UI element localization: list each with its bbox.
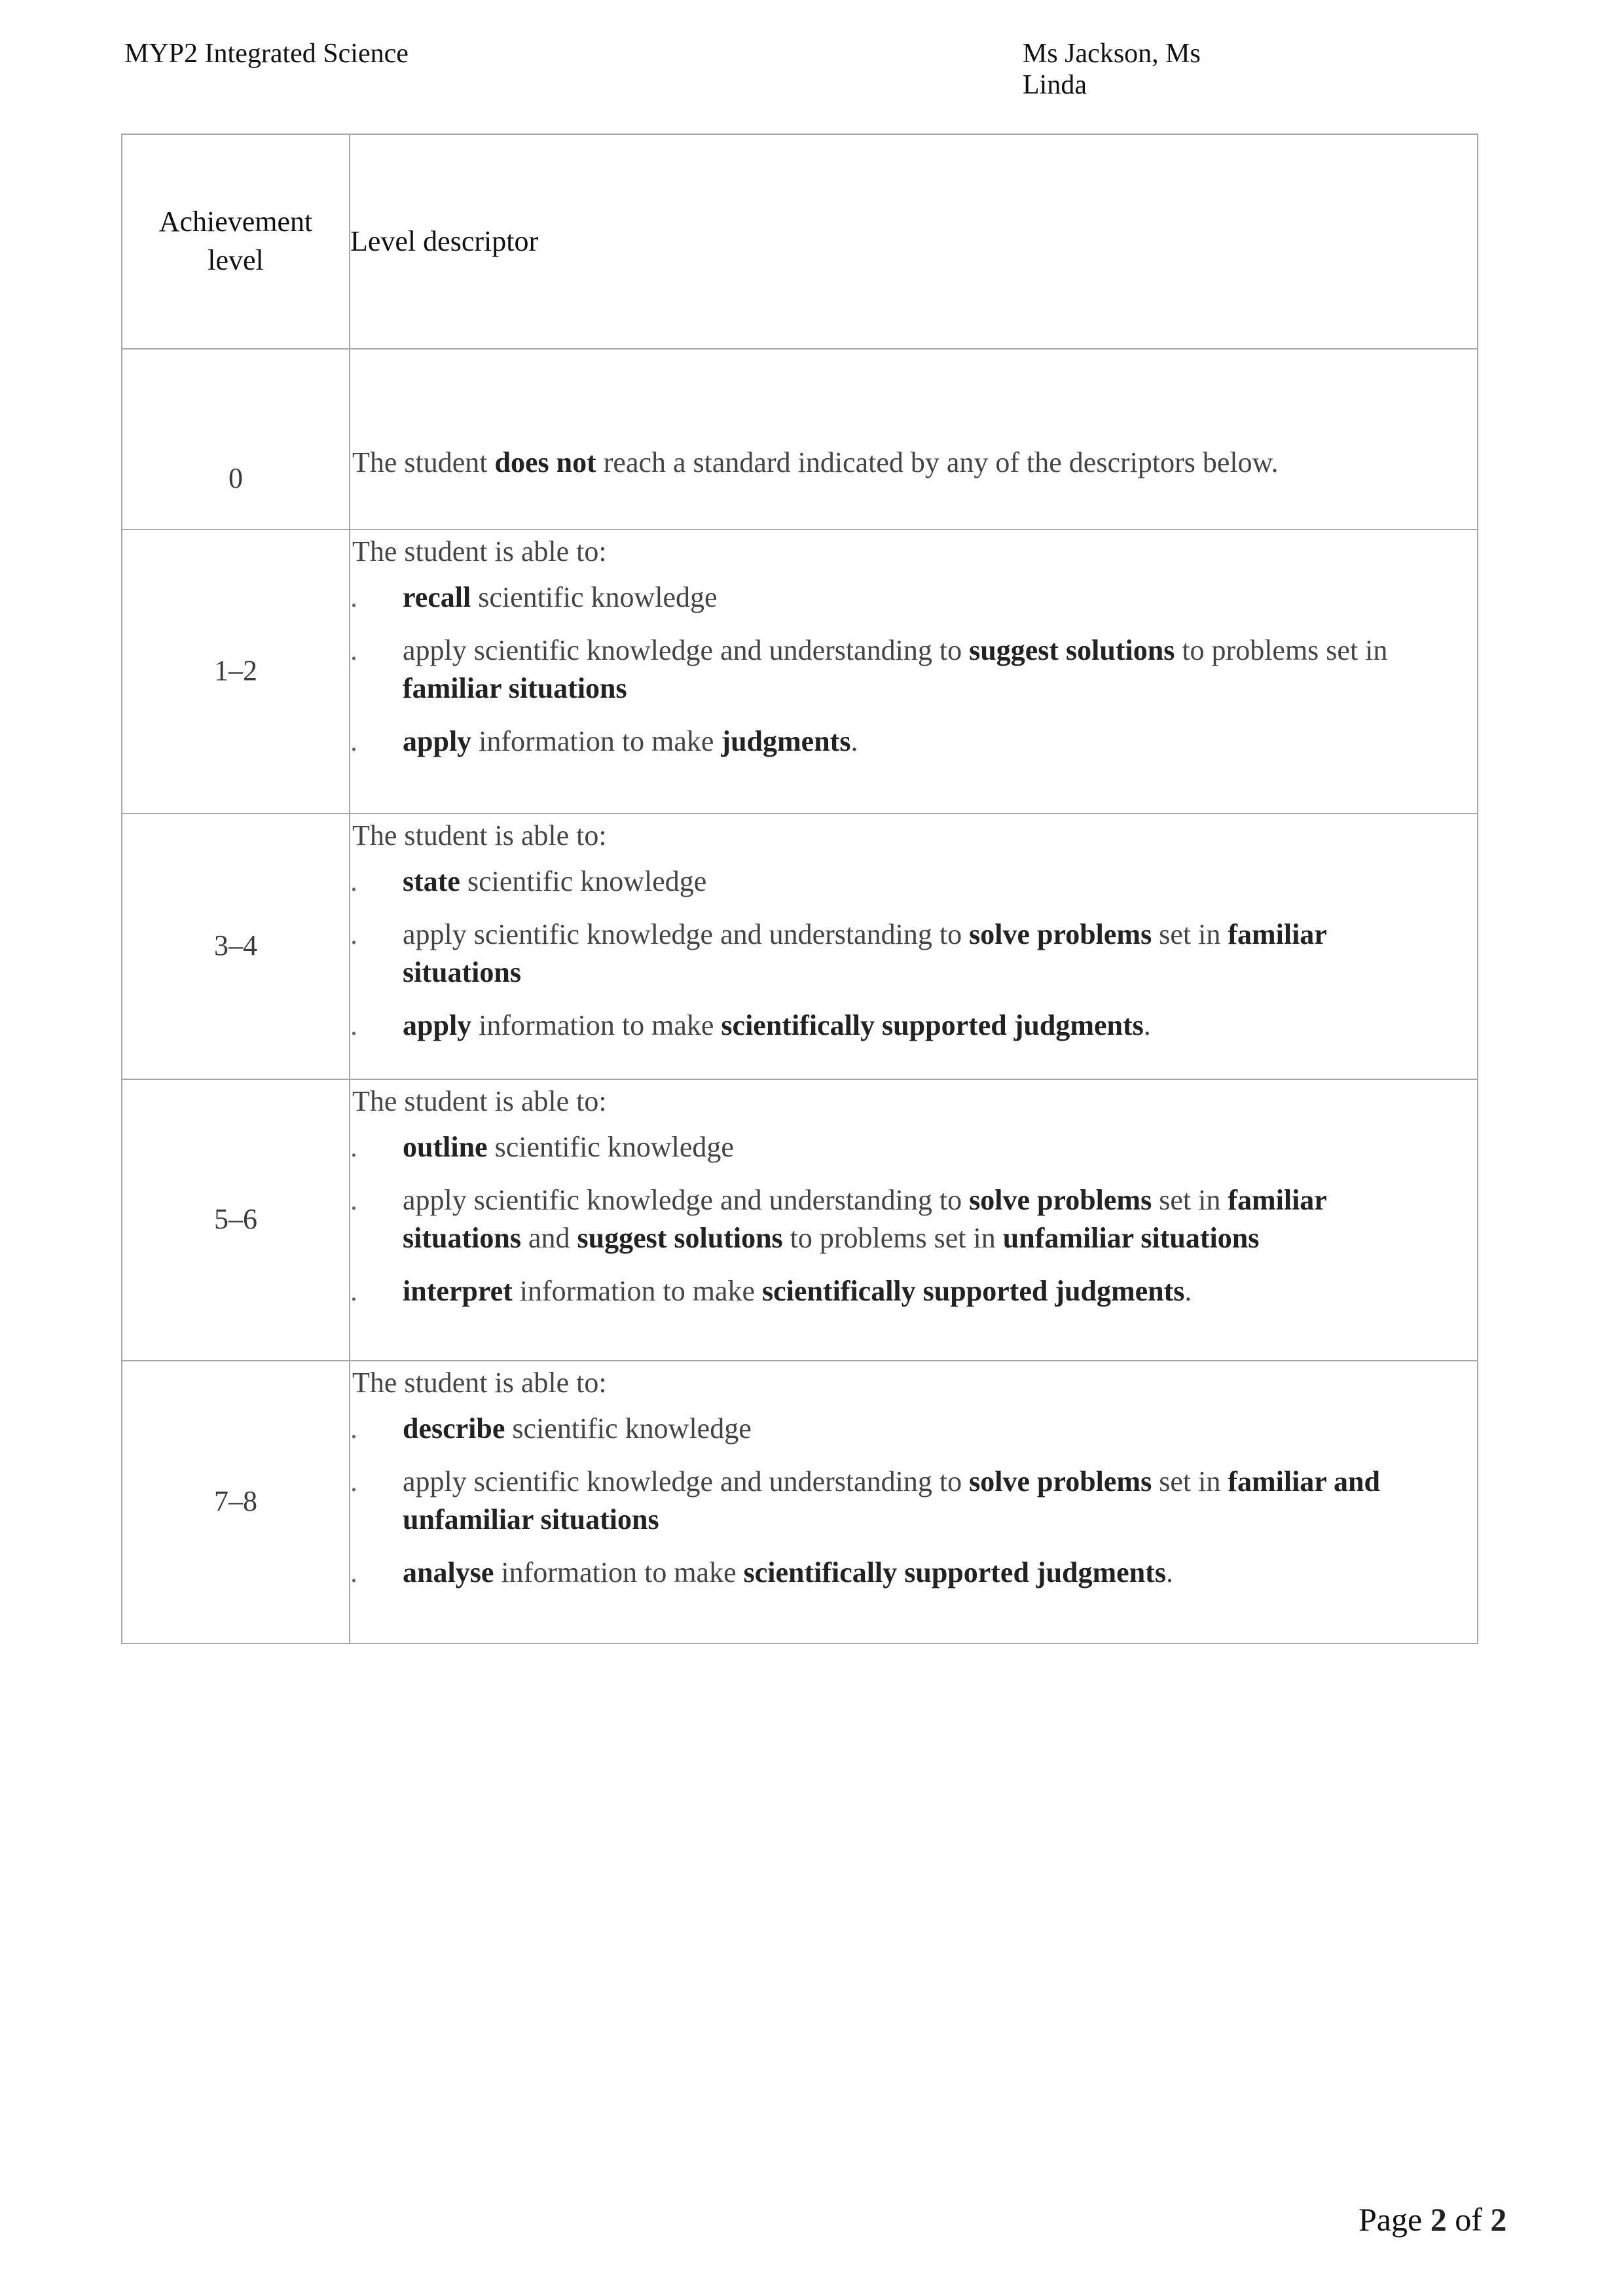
list-item: . apply scientific knowledge and understanding to solve problems set in familiar and unfamiliar situations	[350, 1463, 1477, 1539]
header-course-title: MYP2 Integrated Science	[124, 39, 409, 69]
level-value: 1–2	[214, 655, 257, 687]
descriptor-list	[350, 863, 1477, 1045]
bullet-marker: .	[350, 1274, 357, 1307]
rubric-table	[121, 134, 1478, 1644]
page-number-prefix: Page	[1359, 2201, 1431, 2238]
level-cell	[122, 1079, 350, 1361]
list-item: . interpret information to make scientifically supported judgments.	[350, 1272, 1477, 1311]
list-item: . apply information to make scientifically supported judgments.	[350, 1007, 1477, 1045]
descriptor-list	[350, 1410, 1477, 1592]
descriptor-intro: The student is able to:	[352, 535, 607, 567]
descriptor-list	[350, 579, 1477, 761]
list-item: . apply scientific knowledge and understanding to suggest solutions to problems set in familiar situations	[350, 632, 1477, 708]
descriptor-list	[350, 1128, 1477, 1310]
descriptor-intro: The student is able to:	[352, 819, 607, 852]
page-number-total: 2	[1490, 2201, 1507, 2238]
table-row	[122, 1361, 1478, 1643]
bullet-marker: .	[350, 581, 357, 614]
table-row	[122, 1079, 1478, 1361]
descriptor-intro: The student is able to:	[352, 1366, 607, 1399]
table-row	[122, 349, 1478, 529]
bullet-marker: .	[350, 1009, 357, 1041]
bullet-marker: .	[350, 725, 357, 757]
list-item: . state scientific knowledge	[350, 863, 1477, 901]
descriptor-text: The student does not reach a standard indicated by any of the descriptors below.	[352, 446, 1279, 478]
table-row	[122, 529, 1478, 814]
bullet-marker: .	[350, 1131, 357, 1164]
table-header-row	[122, 134, 1478, 349]
level-cell	[122, 349, 350, 529]
page-header	[124, 38, 1270, 100]
descriptor-cell	[350, 1079, 1478, 1361]
level-value: 5–6	[214, 1203, 257, 1236]
list-item: . apply information to make judgments.	[350, 723, 1477, 761]
bullet-marker: .	[350, 1183, 357, 1216]
level-cell	[122, 529, 350, 814]
bullet-marker: .	[350, 1465, 357, 1498]
list-item: . analyse information to make scientifically supported judgments.	[350, 1554, 1477, 1592]
bullet-marker: .	[350, 1556, 357, 1588]
level-cell	[122, 814, 350, 1079]
column-header-level-descriptor: Level descriptor	[350, 134, 1478, 349]
column-header-achievement-level	[122, 134, 350, 349]
bullet-marker: .	[350, 918, 357, 950]
descriptor-cell	[350, 814, 1478, 1079]
page-number-current: 2	[1430, 2201, 1447, 2238]
level-cell	[122, 1361, 350, 1643]
header-teachers: Ms Jackson, Ms Linda	[1023, 39, 1201, 100]
descriptor-cell	[350, 349, 1478, 529]
list-item: . apply scientific knowledge and understanding to solve problems set in familiar situations and suggest solutions to problems set in unfamiliar situations	[350, 1181, 1477, 1258]
list-item: . apply scientific knowledge and understanding to solve problems set in familiar situations	[350, 916, 1477, 992]
page-number-middle: of	[1446, 2201, 1491, 2238]
list-item: . describe scientific knowledge	[350, 1410, 1477, 1448]
column-header-achievement-level-text: Achievement level	[158, 206, 313, 276]
descriptor-intro: The student is able to:	[352, 1085, 607, 1117]
descriptor-cell	[350, 529, 1478, 814]
level-value: 3–4	[214, 929, 257, 962]
list-item: . recall scientific knowledge	[350, 579, 1477, 617]
level-value: 7–8	[214, 1485, 257, 1518]
bullet-marker: .	[350, 634, 357, 666]
list-item: . outline scientific knowledge	[350, 1128, 1477, 1167]
bullet-marker: .	[350, 1412, 357, 1445]
bullet-marker: .	[350, 865, 357, 898]
level-value: 0	[228, 461, 243, 494]
page-number	[1359, 2200, 1506, 2238]
descriptor-cell	[350, 1361, 1478, 1643]
table-row	[122, 814, 1478, 1079]
